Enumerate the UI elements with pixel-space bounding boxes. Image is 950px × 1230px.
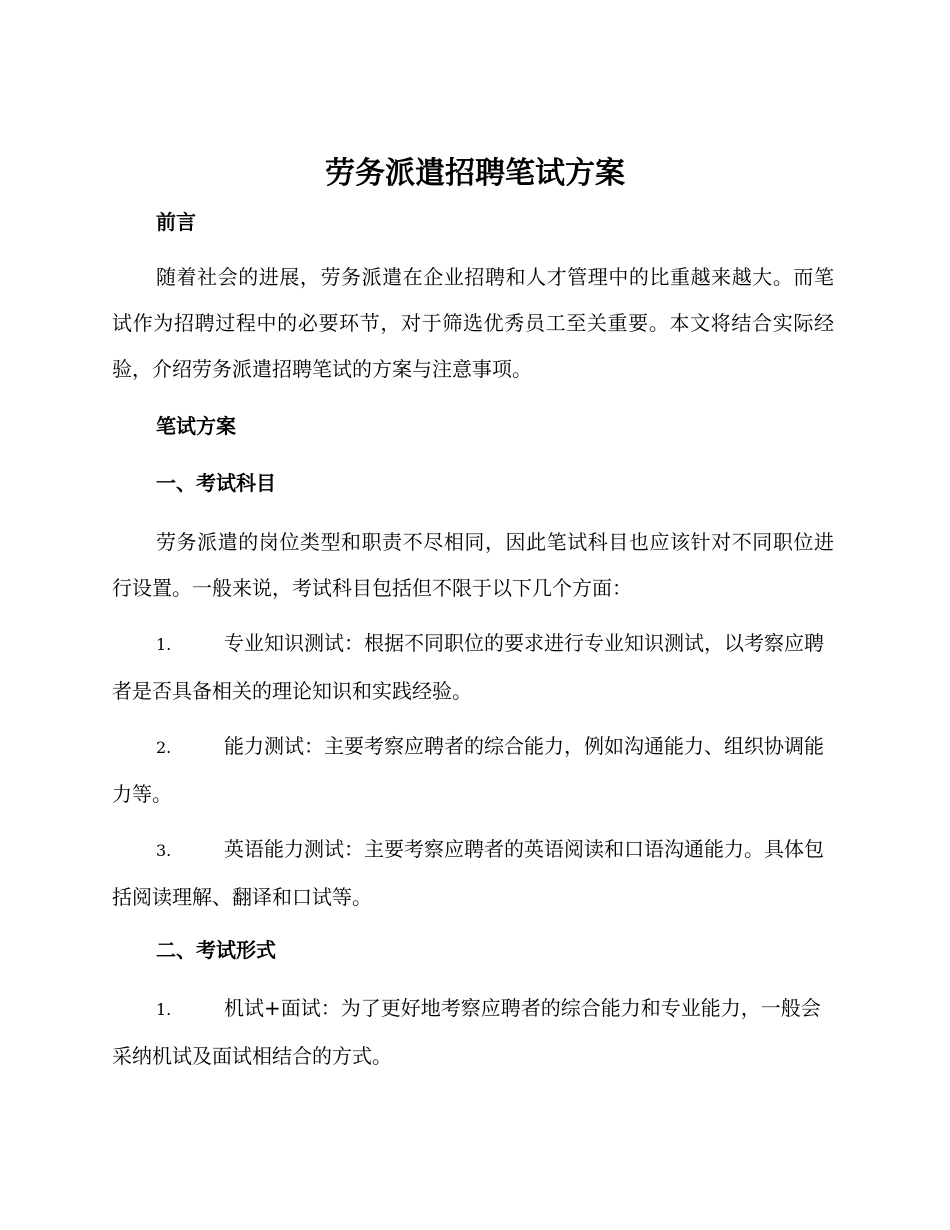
list-number: 3. (156, 841, 172, 860)
list-number: 1. (156, 635, 172, 654)
section1-list-item-1 (112, 620, 834, 714)
list-number: 2. (156, 738, 172, 757)
preface-paragraph: 随着社会的进展，劳务派遣在企业招聘和人才管理中的比重越来越大。而笔试作为招聘过程中的必要环节，对于筛选优秀员工至关重要。本文将结合实际经验，介绍劳务派遣招聘笔试的方案与注意事项。 (112, 265, 834, 381)
list-item-text: 专业知识测试：根据不同职位的要求进行专业知识测试，以考察应聘者是否具备相关的理论知识和实践经验。 (112, 631, 824, 703)
plan-heading: 笔试方案 (156, 414, 236, 438)
list-item-text: 英语能力测试：主要考察应聘者的英语阅读和口语沟通能力。具体包括阅读理解、翻译和口试等。 (112, 837, 824, 909)
section2-heading: 二、考试形式 (156, 938, 276, 962)
section2-list-item-1 (112, 985, 834, 1079)
section1-list-item-2 (112, 723, 834, 817)
section1-list-item-3 (112, 826, 834, 920)
list-item-text: 机试+面试：为了更好地考察应聘者的综合能力和专业能力，一般会采纳机试及面试相结合的方式。 (112, 996, 821, 1068)
preface-heading: 前言 (156, 210, 196, 234)
list-number: 1. (156, 1000, 172, 1019)
document-title: 劳务派遣招聘笔试方案 (325, 156, 625, 191)
section1-intro-paragraph: 劳务派遣的岗位类型和职责不尽相同，因此笔试科目也应该针对不同职位进行设置。一般来说，考试科目包括但不限于以下几个方面： (112, 530, 834, 600)
section1-heading: 一、考试科目 (156, 471, 276, 495)
list-item-text: 能力测试：主要考察应聘者的综合能力，例如沟通能力、组织协调能力等。 (112, 734, 824, 806)
